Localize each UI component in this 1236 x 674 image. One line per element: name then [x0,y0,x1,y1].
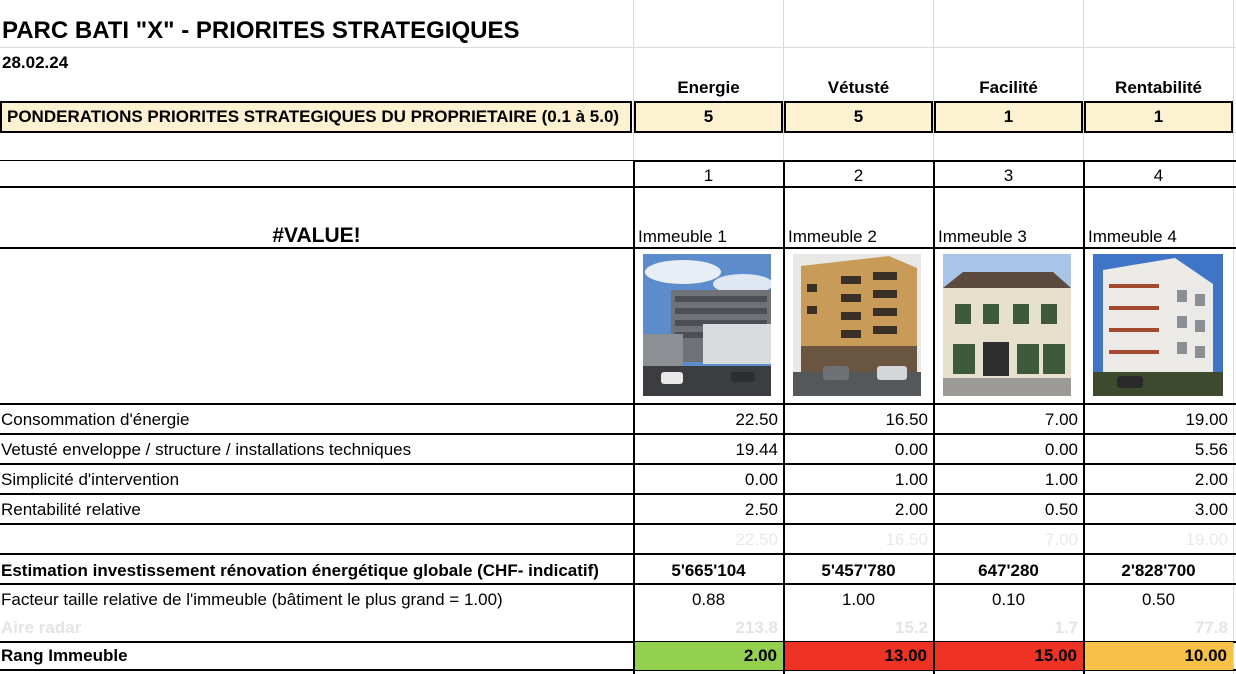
rank-cell-2[interactable]: 13.00 [785,642,933,670]
ponderation-label-cell [0,101,632,133]
ghost-value: 22.50 [735,530,778,549]
border-line [0,247,1236,249]
cell-value[interactable]: 5.56 [1194,440,1228,459]
ghost-value: 19.00 [1185,530,1228,549]
grid-line [0,47,1236,48]
building-number: 2 [853,166,864,185]
investment-label: Estimation investissement rénovation énergétique globale (CHF- indicatif) [1,561,599,580]
building-photo-4 [1093,254,1223,396]
rank-cell-3[interactable]: 15.00 [935,642,1083,670]
radar-value: 213.8 [735,618,778,637]
radar-value: 15.2 [894,618,928,637]
row-label: Consommation d'énergie [1,410,190,429]
row-label: Rentabilité relative [1,500,141,519]
ponderation-input-energie[interactable] [634,101,783,133]
border-line [0,493,1236,495]
ponderation-value: 5 [853,107,864,126]
building-name: Immeuble 2 [788,227,877,246]
border-line [0,186,1236,188]
size-factor-value[interactable]: 0.88 [691,590,726,609]
building-number: 4 [1153,166,1164,185]
border-line [0,463,1236,465]
rank-cell-4[interactable]: 10.00 [1085,642,1233,670]
cell-value[interactable]: 1.00 [894,470,928,489]
sheet-date: 28.02.24 [2,53,69,72]
border-line [633,160,1236,162]
border-line [0,160,633,161]
cell-value[interactable]: 2.00 [894,500,928,519]
size-factor-value[interactable]: 1.00 [841,590,876,609]
building-number: 1 [703,166,714,185]
cell-value[interactable]: 2.00 [1194,470,1228,489]
radar-value: 77.8 [1194,618,1228,637]
ponderation-value: 5 [703,107,714,126]
size-factor-value[interactable]: 0.50 [1141,590,1176,609]
rank-label: Rang Immeuble [1,646,128,665]
cell-value[interactable]: 16.50 [885,410,928,429]
cell-value[interactable]: 22.50 [735,410,778,429]
ponderation-label: PONDERATIONS PRIORITES STRATEGIQUES DU PROPRIETAIRE (0.1 à 5.0) [7,107,620,126]
border-line [0,403,1236,405]
ghost-value: 7.00 [1044,530,1078,549]
size-factor-label: Facteur taille relative de l'immeuble (bâtiment le plus grand = 1.00) [1,590,503,609]
building-photo-2 [793,254,921,396]
cell-value[interactable]: 0.00 [744,470,778,489]
size-factor-value[interactable]: 0.10 [991,590,1026,609]
border-line [0,553,1236,555]
investment-value[interactable]: 647'280 [978,561,1039,580]
radar-value: 1.7 [1054,618,1078,637]
building-number: 3 [1003,166,1014,185]
border-line [0,433,1236,435]
ponderation-input-facilite[interactable] [934,101,1083,133]
building-photo-3 [943,254,1071,396]
building-name: Immeuble 4 [1088,227,1177,246]
radar-label: Aire radar [1,618,82,637]
border-line [0,523,1236,525]
sheet-title: PARC BATI "X" - PRIORITES STRATEGIQUES [2,17,520,44]
ponderation-input-rentabilite[interactable] [1084,101,1233,133]
investment-value[interactable]: 2'828'700 [1121,561,1196,580]
building-name: Immeuble 1 [638,227,727,246]
investment-value[interactable]: 5'457'780 [821,561,896,580]
row-label: Vetusté enveloppe / structure / installations techniques [1,440,412,459]
criteria-header-rentabilite: Rentabilité [1115,78,1202,97]
cell-value[interactable]: 0.00 [894,440,928,459]
row-label: Simplicité d'intervention [1,470,180,489]
ponderation-value: 1 [1003,107,1014,126]
ponderation-input-vetuste[interactable] [784,101,933,133]
criteria-header-facilite: Facilité [979,78,1038,97]
ghost-value: 16.50 [885,530,928,549]
cell-value[interactable]: 3.00 [1194,500,1228,519]
error-cell: #VALUE! [272,224,361,247]
cell-value[interactable]: 2.50 [744,500,778,519]
cell-value[interactable]: 0.00 [1044,440,1078,459]
cell-value[interactable]: 19.44 [735,440,778,459]
cell-value[interactable]: 19.00 [1185,410,1228,429]
building-name: Immeuble 3 [938,227,1027,246]
investment-value[interactable]: 5'665'104 [671,561,746,580]
grid-line [1233,0,1234,674]
cell-value[interactable]: 0.50 [1044,500,1078,519]
criteria-header-energie: Energie [677,78,740,97]
border-line [0,583,1236,585]
cell-value[interactable]: 7.00 [1044,410,1078,429]
ponderation-value: 1 [1153,107,1164,126]
cell-value[interactable]: 1.00 [1044,470,1078,489]
rank-cell-1[interactable]: 2.00 [635,642,783,670]
criteria-header-vetuste: Vétusté [827,78,890,97]
building-photo-1 [643,254,771,396]
